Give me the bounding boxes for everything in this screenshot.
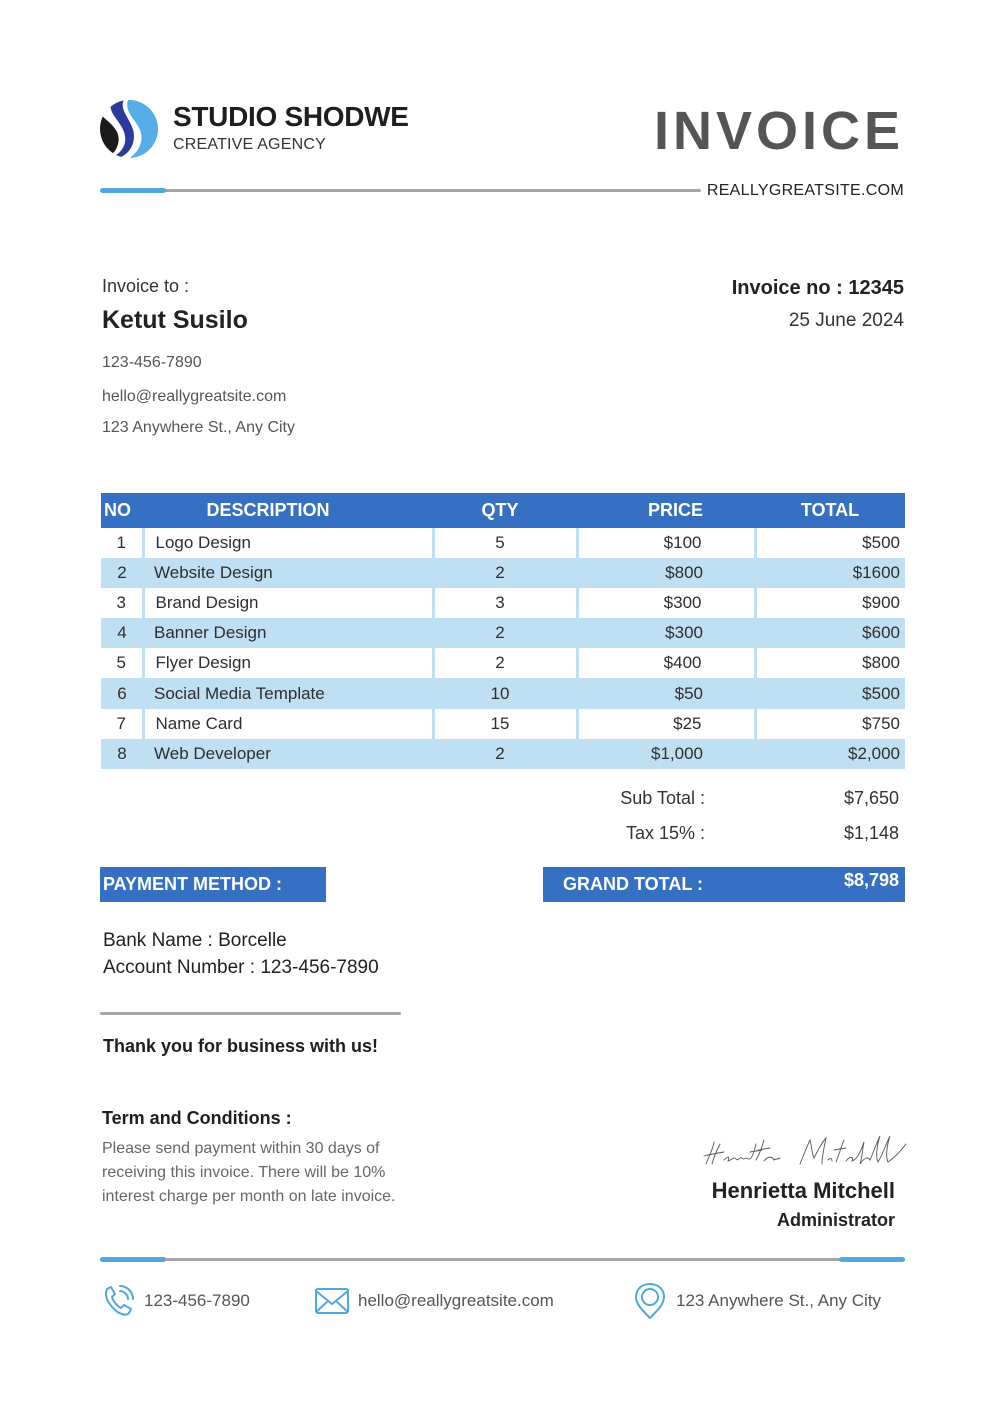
items-table bbox=[101, 493, 905, 769]
cell-description: Banner Design bbox=[143, 618, 433, 648]
payment-method-title: PAYMENT METHOD : bbox=[103, 874, 283, 894]
terms-title: Term and Conditions : bbox=[102, 1108, 292, 1128]
cell-no: 1 bbox=[101, 528, 143, 558]
phone-icon bbox=[100, 1283, 136, 1319]
cell-description: Web Developer bbox=[143, 739, 433, 769]
cell-total: $1600 bbox=[755, 558, 905, 588]
cell-total: $2,000 bbox=[755, 739, 905, 769]
footer-phone[interactable] bbox=[100, 1283, 250, 1319]
cell-qty: 2 bbox=[433, 648, 577, 678]
cell-price: $300 bbox=[577, 588, 755, 618]
cell-no: 5 bbox=[101, 648, 143, 678]
brand-name: STUDIO SHODWE bbox=[173, 101, 409, 132]
invoice-to-label: Invoice to : bbox=[102, 276, 190, 296]
footer-address[interactable] bbox=[632, 1283, 881, 1319]
invoice-number: Invoice no : 12345 bbox=[731, 277, 904, 299]
table-row bbox=[101, 648, 905, 678]
cell-qty: 5 bbox=[433, 528, 577, 558]
column-header-total: TOTAL bbox=[755, 493, 905, 528]
table-row bbox=[101, 618, 905, 648]
website-link[interactable]: REALLYGREATSITE.COM bbox=[706, 182, 904, 199]
cell-description: Name Card bbox=[143, 709, 433, 739]
cell-price: $1,000 bbox=[577, 739, 755, 769]
table-row bbox=[101, 678, 905, 708]
footer-email-text: hello@reallygreatsite.com bbox=[358, 1291, 554, 1310]
cell-no: 6 bbox=[101, 678, 143, 708]
cell-total: $600 bbox=[755, 618, 905, 648]
cell-description: Website Design bbox=[143, 558, 433, 588]
cell-no: 7 bbox=[101, 709, 143, 739]
cell-price: $800 bbox=[577, 558, 755, 588]
tax-label: Tax 15% : bbox=[625, 823, 705, 843]
cell-description: Logo Design bbox=[143, 528, 433, 558]
signature-icon bbox=[700, 1134, 910, 1174]
cell-total: $500 bbox=[755, 528, 905, 558]
signer-name: Henrietta Mitchell bbox=[711, 1178, 895, 1203]
cell-qty: 15 bbox=[433, 709, 577, 739]
footer-phone-text: 123-456-7890 bbox=[144, 1291, 250, 1310]
cell-qty: 10 bbox=[433, 678, 577, 708]
document-title: INVOICE bbox=[653, 101, 904, 161]
column-header-description: DESCRIPTION bbox=[143, 493, 433, 528]
table-row bbox=[101, 558, 905, 588]
thank-you-message: Thank you for business with us! bbox=[103, 1036, 379, 1056]
cell-no: 4 bbox=[101, 618, 143, 648]
cell-no: 2 bbox=[101, 558, 143, 588]
cell-price: $50 bbox=[577, 678, 755, 708]
grand-total-value: $8,798 bbox=[843, 870, 899, 890]
column-header-qty: QTY bbox=[433, 493, 577, 528]
client-address: 123 Anywhere St., Any City bbox=[102, 419, 295, 436]
cell-total: $900 bbox=[755, 588, 905, 618]
invoice-date: 25 June 2024 bbox=[788, 310, 904, 331]
client-email[interactable]: hello@reallygreatsite.com bbox=[102, 388, 287, 405]
cell-total: $500 bbox=[755, 678, 905, 708]
footer-email[interactable] bbox=[314, 1283, 554, 1319]
tax-value: $1,148 bbox=[843, 823, 899, 843]
payment-method-bar bbox=[100, 867, 326, 902]
account-number: Account Number : 123-456-7890 bbox=[103, 957, 379, 978]
brand-tagline: CREATIVE AGENCY bbox=[173, 136, 326, 153]
location-pin-icon bbox=[632, 1282, 668, 1320]
footer-divider-accent-right bbox=[839, 1257, 905, 1262]
client-name: Ketut Susilo bbox=[102, 306, 248, 334]
envelope-icon bbox=[314, 1283, 350, 1319]
footer-divider bbox=[100, 1258, 905, 1261]
table-row bbox=[101, 528, 905, 558]
cell-description: Flyer Design bbox=[143, 648, 433, 678]
payment-divider bbox=[100, 1012, 401, 1015]
bank-name: Bank Name : Borcelle bbox=[103, 930, 287, 951]
table-row bbox=[101, 709, 905, 739]
grand-total-label: GRAND TOTAL : bbox=[563, 874, 703, 894]
table-row bbox=[101, 588, 905, 618]
header-divider bbox=[100, 189, 701, 192]
cell-total: $800 bbox=[755, 648, 905, 678]
cell-price: $400 bbox=[577, 648, 755, 678]
subtotal-label: Sub Total : bbox=[620, 788, 705, 808]
column-header-no: NO bbox=[101, 493, 143, 528]
table-row bbox=[101, 739, 905, 769]
cell-price: $25 bbox=[577, 709, 755, 739]
footer-divider-accent-left bbox=[100, 1257, 166, 1262]
client-phone: 123-456-7890 bbox=[102, 354, 202, 371]
cell-total: $750 bbox=[755, 709, 905, 739]
cell-qty: 2 bbox=[433, 739, 577, 769]
cell-qty: 3 bbox=[433, 588, 577, 618]
cell-qty: 2 bbox=[433, 558, 577, 588]
cell-no: 8 bbox=[101, 739, 143, 769]
brand-logo-icon bbox=[100, 100, 158, 158]
footer-address-text: 123 Anywhere St., Any City bbox=[676, 1291, 882, 1310]
terms-body: Please send payment within 30 days of receiving this invoice. There will be 10% interest charge per month on late invoice. bbox=[102, 1140, 396, 1205]
header-divider-accent bbox=[100, 188, 166, 193]
cell-no: 3 bbox=[101, 588, 143, 618]
grand-total-bar bbox=[543, 867, 905, 902]
cell-qty: 2 bbox=[433, 618, 577, 648]
subtotal-value: $7,650 bbox=[843, 788, 899, 808]
signer-role: Administrator bbox=[776, 1210, 895, 1230]
cell-price: $100 bbox=[577, 528, 755, 558]
column-header-price: PRICE bbox=[577, 493, 755, 528]
table-header-row bbox=[101, 493, 905, 528]
cell-description: Social Media Template bbox=[143, 678, 433, 708]
cell-price: $300 bbox=[577, 618, 755, 648]
cell-description: Brand Design bbox=[143, 588, 433, 618]
